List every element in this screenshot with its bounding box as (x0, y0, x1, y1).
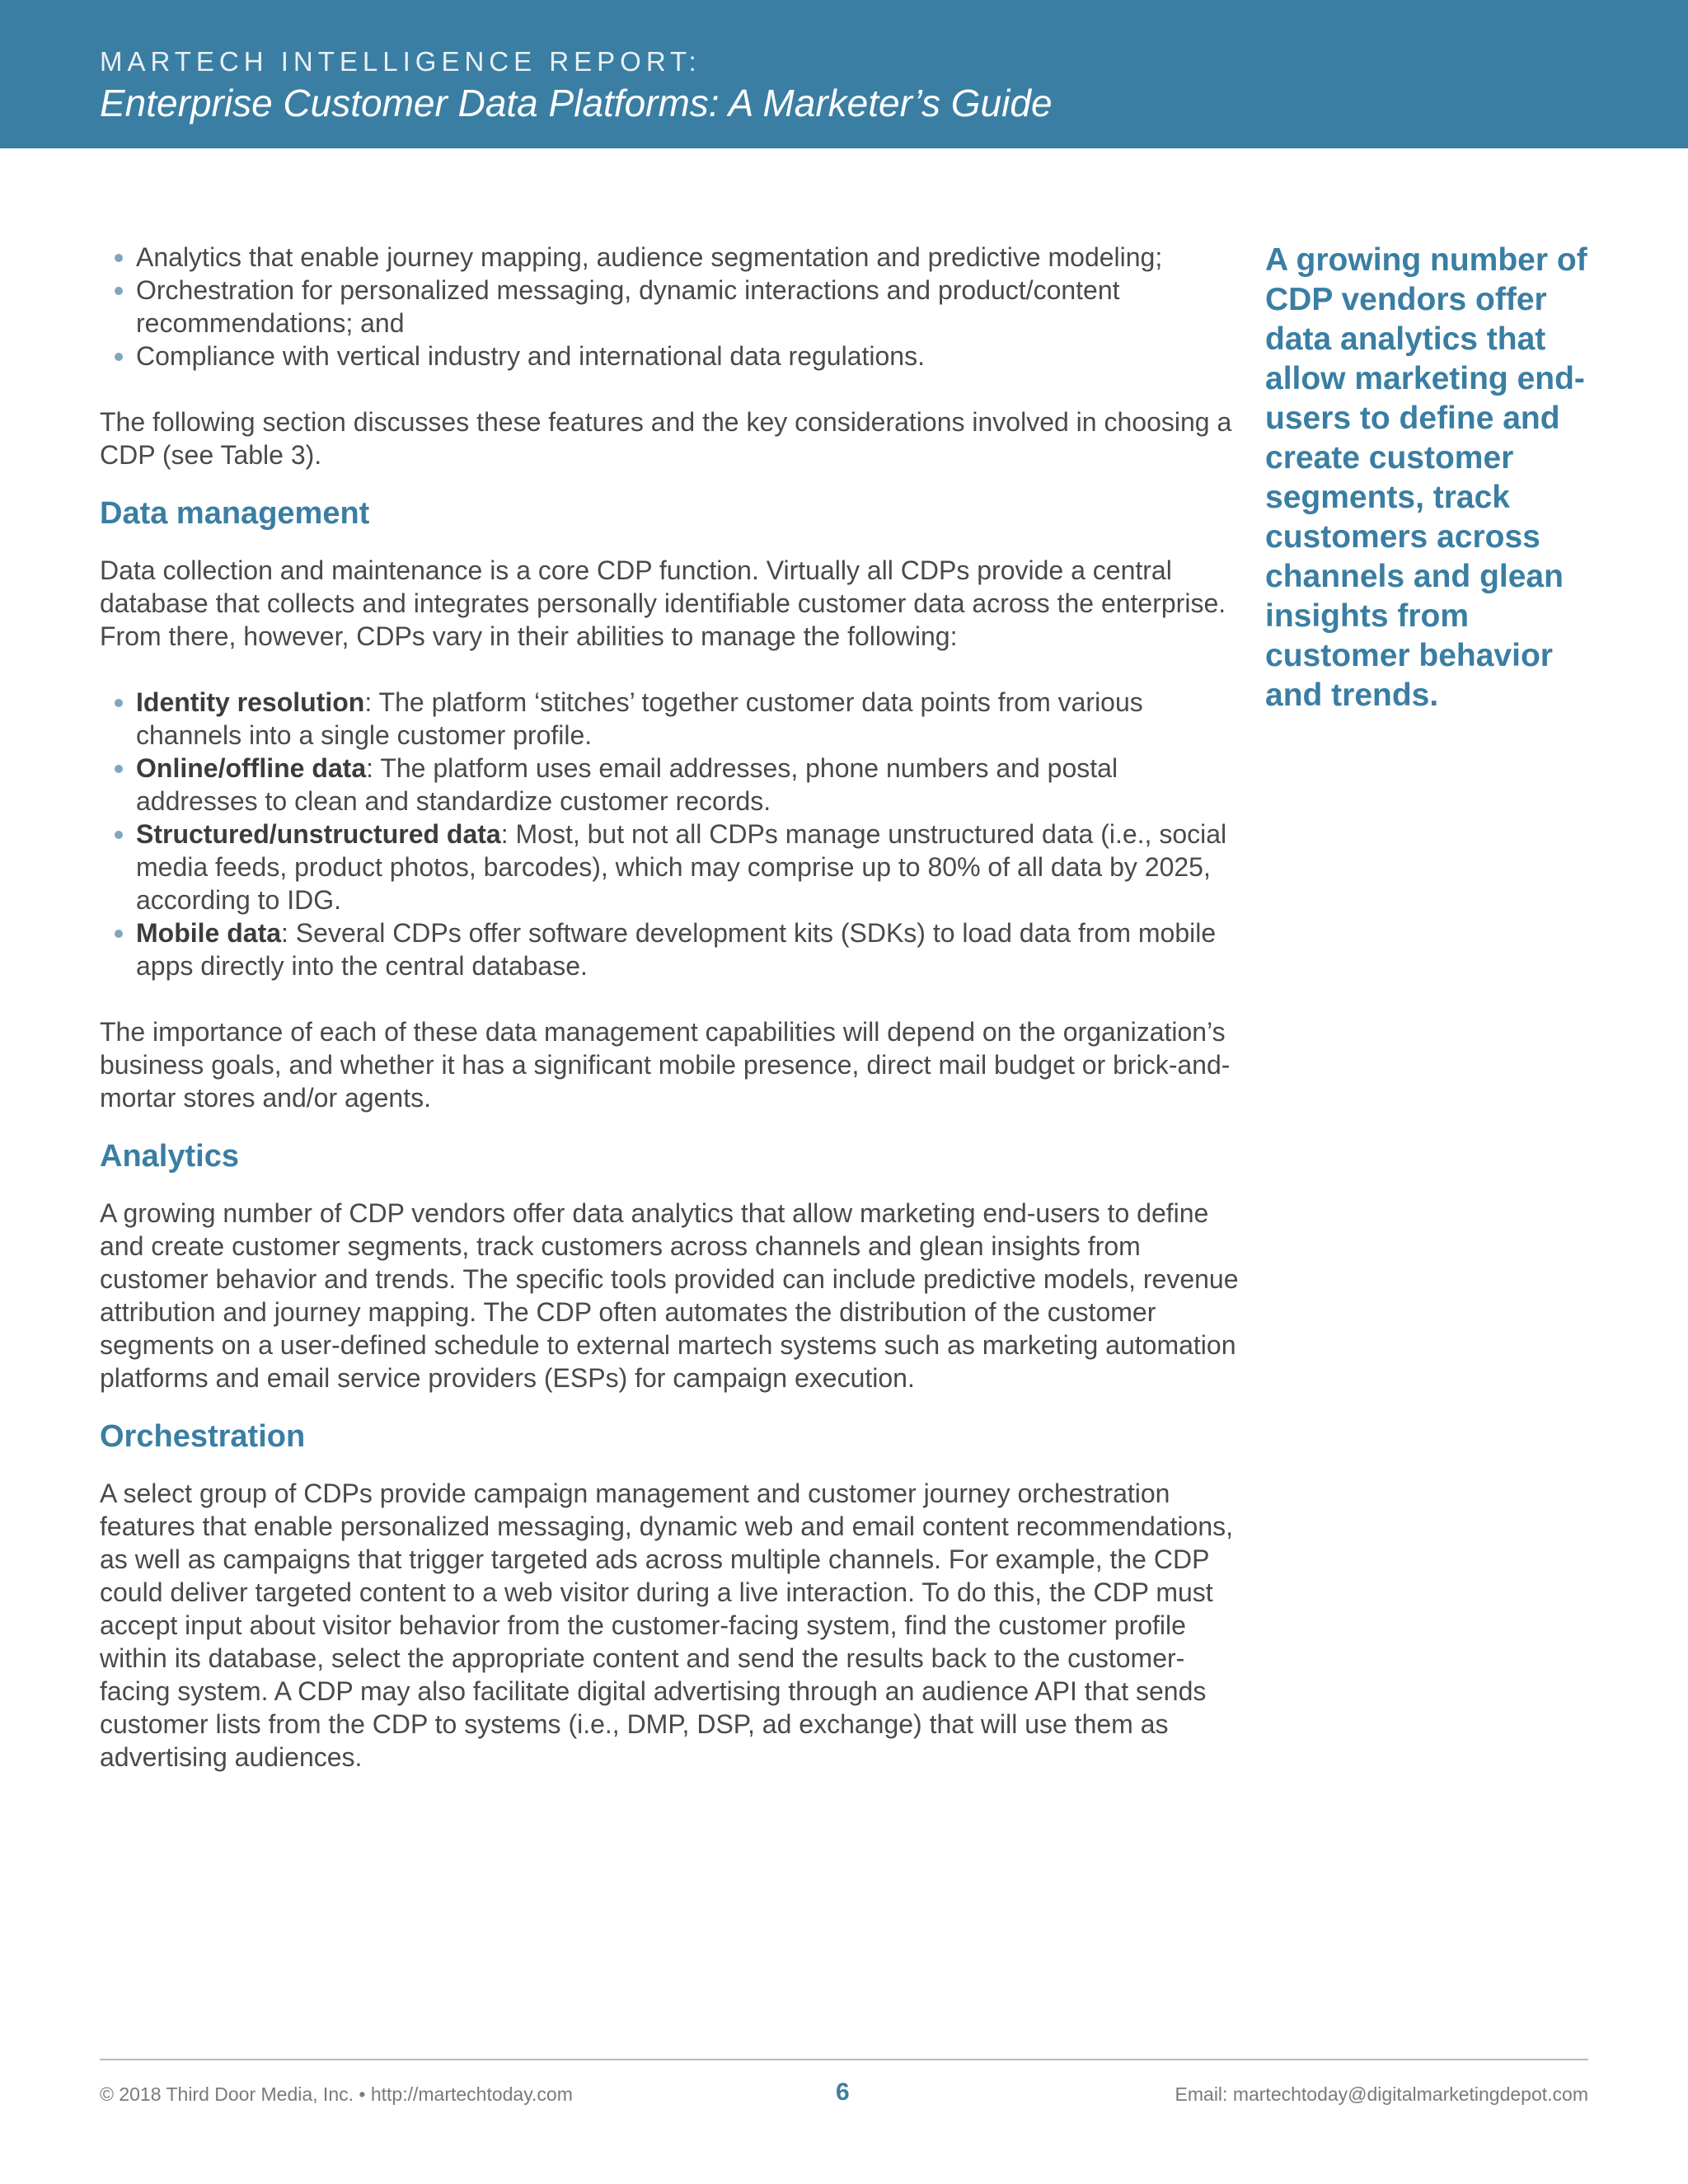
bullet-text: : The platform ‘stitches’ together customer data points from various channels into a single customer profile. (136, 687, 1143, 750)
bullet-text: : The platform uses email addresses, phone numbers and postal addresses to clean and standardize customer records. (136, 753, 1118, 816)
section-heading-data-management: Data management (100, 496, 370, 531)
report-header (0, 0, 1688, 148)
data-management-paragraph: Data collection and maintenance is a core CDP function. Virtually all CDPs provide a central database that collects and integrates personally identifiable customer data across the enterprise. From there, however, CDPs vary in their abilities to manage the following: (100, 555, 1226, 651)
footer-divider (100, 2059, 1588, 2060)
bullet-text: : Several CDPs offer software development kits (SDKs) to load data from mobile apps directly into the central database. (136, 918, 1217, 981)
footer-email: Email: martechtoday@digitalmarketingdepot.com (1175, 2083, 1588, 2105)
bullet-term: Mobile data (136, 918, 282, 948)
main-column (100, 241, 1241, 1774)
bullet-term: Structured/unstructured data (136, 819, 501, 849)
section-heading-analytics: Analytics (100, 1139, 239, 1174)
section-heading-orchestration: Orchestration (100, 1419, 306, 1454)
list-item (100, 752, 1241, 818)
intro-bullet-list (100, 241, 1241, 373)
footer-copyright: © 2018 Third Door Media, Inc. • http://martechtoday.com (100, 2083, 573, 2105)
data-management-bullet-list (100, 686, 1241, 982)
bullet-term: Identity resolution (136, 687, 365, 717)
page-number: 6 (836, 2079, 850, 2106)
bullet-term: Online/offline data (136, 753, 367, 783)
intro-paragraph: The following section discusses these features and the key considerations involved in choosing a CDP (see Table 3). (100, 407, 1232, 470)
pull-quote: A growing number of CDP vendors offer data analytics that allow marketing end-users to define and create customer segments, track customers across channels and glean insights from customer behavior and trends. (1265, 242, 1587, 713)
list-item: Compliance with vertical industry and international data regulations. (100, 340, 1241, 373)
bullet-text: : Most, but not all CDPs manage unstructured data (i.e., social media feeds, product photos, barcodes), which may comprise up to 80% of all data by 2025, according to IDG. (136, 819, 1227, 915)
report-kicker: MARTECH INTELLIGENCE REPORT: (100, 46, 701, 77)
list-item (100, 916, 1241, 982)
analytics-paragraph: A growing number of CDP vendors offer data analytics that allow marketing end-users to define and create customer segments, track customers across channels and glean insights from customer behavior and trends. The specific tools provided can include predictive models, revenue attribution and journey mapping. The CDP often automates the distribution of the customer segments on a user-defined schedule to external martech systems such as marketing automation platforms and email service providers (ESPs) for campaign execution. (100, 1198, 1239, 1393)
report-title: Enterprise Customer Data Platforms: A Marketer’s Guide (100, 82, 1053, 124)
list-item (100, 818, 1241, 916)
list-item: Orchestration for personalized messaging, dynamic interactions and product/content recommendations; and (100, 274, 1241, 340)
list-item: Analytics that enable journey mapping, audience segmentation and predictive modeling; (100, 241, 1241, 274)
orchestration-paragraph: A select group of CDPs provide campaign management and customer journey orchestration features that enable personalized messaging, dynamic web and email content recommendations, as well as campaigns that trigger targeted ads across multiple channels. For example, the CDP could deliver targeted content to a web visitor during a live interaction. To do this, the CDP must accept input about visitor behavior from the customer-facing system, find the customer profile within its database, select the appropriate content and send the results back to the customer-facing system. A CDP may also facilitate digital advertising through an audience API that sends customer lists from the CDP to systems (i.e., DMP, DSP, ad exchange) that will use them as advertising audiences. (100, 1479, 1234, 1772)
list-item (100, 686, 1241, 752)
data-management-closing: The importance of each of these data management capabilities will depend on the organization’s business goals, and whether it has a significant mobile presence, direct mail budget or brick-and-mortar stores and/or agents. (100, 1017, 1231, 1113)
